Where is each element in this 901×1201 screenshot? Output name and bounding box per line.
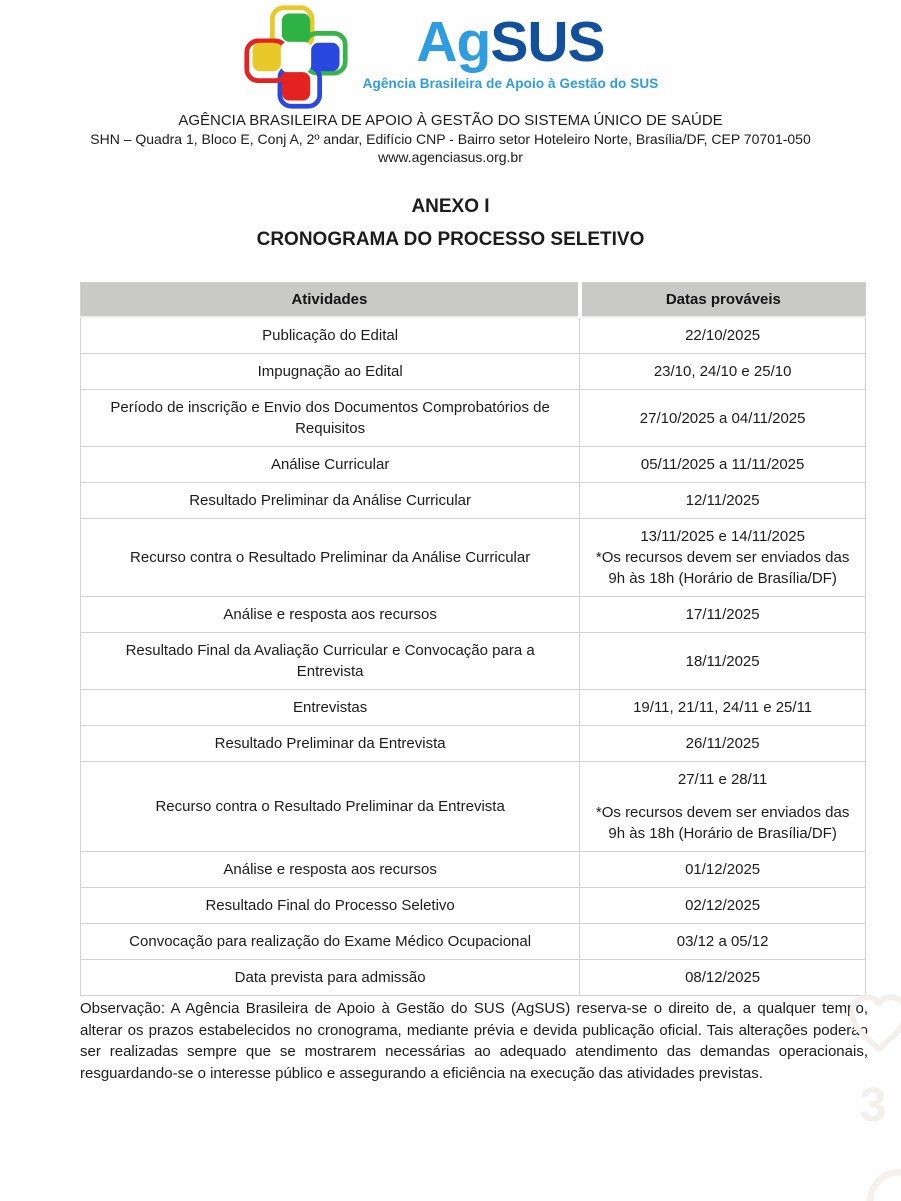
date-note: *Os recursos devem ser enviados das 9h às 18h (Horário de Brasília/DF) [595, 549, 850, 587]
table-row [81, 519, 866, 597]
activity-cell: Entrevistas [81, 690, 580, 726]
date-value: 01/12/2025 [685, 861, 761, 878]
table-header-row [81, 283, 866, 318]
activity-cell: Análise e resposta aos recursos [81, 852, 580, 888]
table-row [81, 483, 866, 519]
table-row [81, 852, 866, 888]
activity-cell: Resultado Preliminar da Análise Curricular [81, 483, 580, 519]
reaction-heart-icon [843, 988, 901, 1060]
column-header-atividades: Atividades [81, 283, 580, 318]
date-value: 13/11/2025 e 14/11/2025 [640, 528, 805, 545]
table-row [81, 597, 866, 633]
agsus-cross-icon [243, 4, 349, 110]
corner-curve-decoration [855, 1157, 901, 1201]
date-value: 02/12/2025 [685, 897, 761, 914]
date-cell [580, 519, 866, 597]
date-value: 22/10/2025 [685, 327, 761, 344]
date-value: 26/11/2025 [685, 735, 760, 752]
date-cell [580, 888, 866, 924]
date-value: 05/11/2025 a 11/11/2025 [640, 456, 805, 473]
table-row [81, 354, 866, 390]
date-cell [580, 633, 866, 690]
date-value: 03/12 a 05/12 [676, 933, 769, 950]
column-header-datas: Datas prováveis [580, 283, 866, 318]
schedule-table [80, 282, 866, 996]
observation-note: Observação: A Agência Brasileira de Apoio à Gestão do SUS (AgSUS) reserva-se o direito de, a qualquer tempo, alterar os prazos estabelecidos no cronograma, mediante prévia e devida publicação oficial. Tais alterações poderão ser realizadas sempre que se mostrarem necessárias ao adequado atendimento das demandas operacionais, resguardando-se o interesse público e assegurando a eficiência na execução das atividades previstas. [80, 1000, 868, 1082]
date-cell [580, 354, 866, 390]
activity-cell: Análise e resposta aos recursos [81, 597, 580, 633]
date-value: 23/10, 24/10 e 25/10 [653, 363, 792, 380]
date-cell [580, 726, 866, 762]
activity-cell: Impugnação ao Edital [81, 354, 580, 390]
table-row [81, 633, 866, 690]
date-cell [580, 447, 866, 483]
date-value: 27/11 e 28/11 [677, 771, 768, 788]
activity-cell: Período de inscrição e Envio dos Documentos Comprobatórios de Requisitos [81, 390, 580, 447]
date-value: 18/11/2025 [685, 652, 760, 670]
date-value: 27/10/2025 a 04/11/2025 [639, 409, 806, 427]
date-cell [580, 762, 866, 852]
logo [0, 4, 901, 110]
annex-title: ANEXO I [411, 196, 490, 217]
activity-cell: Resultado Preliminar da Entrevista [81, 726, 580, 762]
table-row [81, 690, 866, 726]
activity-cell: Data prevista para admissão [81, 960, 580, 996]
activity-cell: Recurso contra o Resultado Preliminar da Entrevista [81, 762, 580, 852]
brand-ag: Ag [416, 10, 491, 74]
activity-cell: Resultado Final do Processo Seletivo [81, 888, 580, 924]
date-cell [580, 852, 866, 888]
table-row [81, 726, 866, 762]
date-cell [580, 690, 866, 726]
date-cell [580, 597, 866, 633]
table-row [81, 390, 866, 447]
date-value: 19/11, 21/11, 24/11 e 25/11 [633, 699, 813, 716]
table-row [81, 924, 866, 960]
table-row [81, 762, 866, 852]
date-value: 12/11/2025 [685, 492, 760, 509]
date-cell [580, 317, 866, 354]
date-cell [580, 483, 866, 519]
agency-address: SHN – Quadra 1, Bloco E, Conj A, 2º andar, Edifício CNP - Bairro setor Hoteleiro Norte, Brasília/DF, CEP 70701-050 [90, 131, 811, 147]
brand-wordmark [416, 12, 604, 72]
table-row [81, 960, 866, 996]
brand-tagline: Agência Brasileira de Apoio à Gestão do SUS [362, 76, 659, 91]
activity-cell: Publicação do Edital [81, 317, 580, 354]
date-value: 08/12/2025 [685, 969, 761, 986]
brand-sus: SUS [490, 10, 605, 74]
agency-header [0, 111, 901, 166]
table-row [81, 447, 866, 483]
date-cell [580, 924, 866, 960]
activity-cell: Recurso contra o Resultado Preliminar da Análise Curricular [81, 519, 580, 597]
activity-cell: Resultado Final da Avaliação Curricular e Convocação para a Entrevista [81, 633, 580, 690]
agency-website: www.agenciasus.org.br [378, 149, 523, 165]
date-cell [580, 960, 866, 996]
reaction-count: 3 [859, 1079, 887, 1132]
document-titles [0, 196, 901, 251]
table-row [81, 888, 866, 924]
schedule-title: CRONOGRAMA DO PROCESSO SELETIVO [256, 229, 645, 250]
agency-name: AGÊNCIA BRASILEIRA DE APOIO À GESTÃO DO SISTEMA ÚNICO DE SAÚDE [178, 112, 723, 129]
date-cell [580, 390, 866, 447]
date-note: *Os recursos devem ser enviados das 9h às 18h (Horário de Brasília/DF) [595, 804, 850, 842]
date-value: 17/11/2025 [685, 606, 760, 623]
activity-cell: Análise Curricular [81, 447, 580, 483]
table-row [81, 317, 866, 354]
schedule-table-body [81, 317, 866, 996]
logo-text [363, 12, 659, 91]
activity-cell: Convocação para realização do Exame Médico Ocupacional [81, 924, 580, 960]
